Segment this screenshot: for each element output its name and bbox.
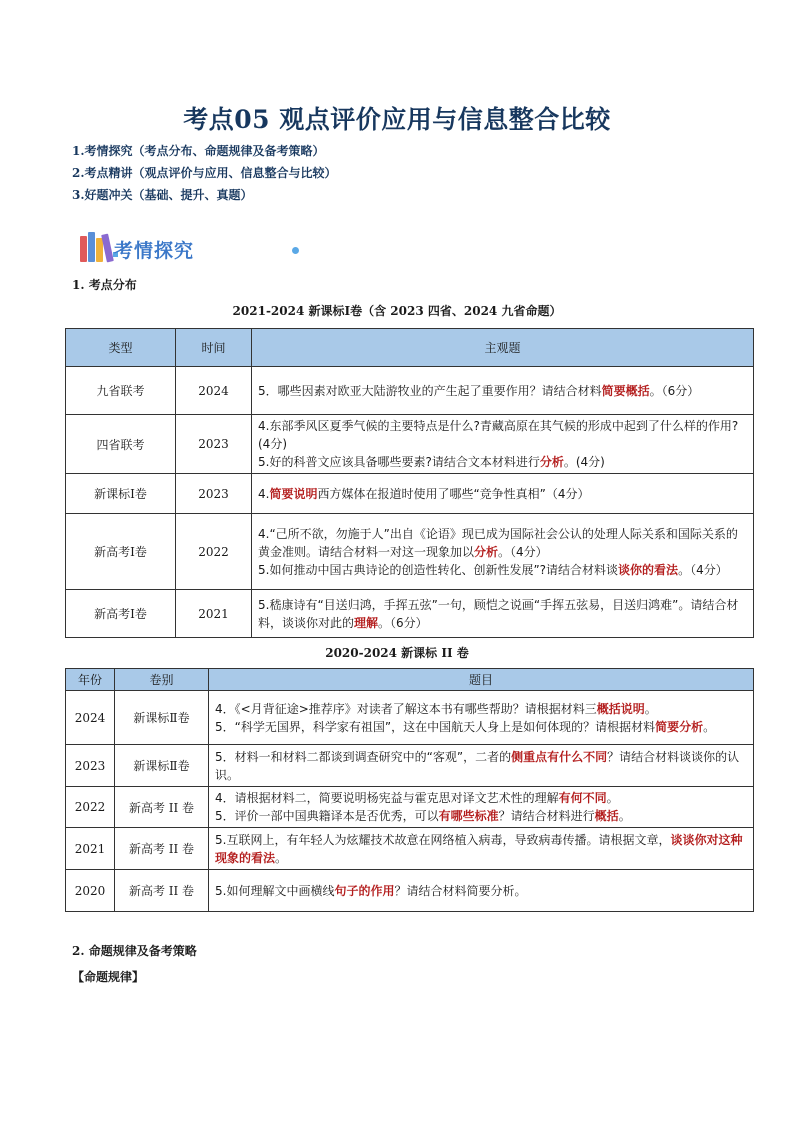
highlight-text: 简要分析 bbox=[655, 719, 704, 734]
question-text: 西方媒体在报道时使用了哪些“竞争性真相”（4分） bbox=[317, 486, 590, 501]
question-cell bbox=[209, 787, 754, 828]
highlight-text: 理解 bbox=[354, 615, 379, 630]
year-cell: 2021 bbox=[66, 828, 115, 870]
toc-item: 1.考情探究（考点分布、命题规律及备考策略） bbox=[72, 144, 325, 158]
question-line bbox=[215, 882, 747, 900]
question-line bbox=[215, 807, 747, 825]
question-text: 。(4分) bbox=[563, 455, 605, 469]
column-header: 年份 bbox=[66, 669, 115, 691]
question-cell bbox=[209, 870, 754, 912]
question-line bbox=[258, 382, 747, 400]
highlight-text: 简要说明 bbox=[269, 486, 318, 501]
year-cell: 2024 bbox=[176, 367, 252, 415]
year-cell: 2021 bbox=[176, 590, 252, 638]
question-cell bbox=[252, 474, 754, 514]
question-line bbox=[215, 700, 747, 718]
question-cell bbox=[209, 828, 754, 870]
table-of-contents bbox=[72, 140, 337, 206]
question-text: 5.如何理解文中画横线 bbox=[215, 883, 335, 898]
books-icon bbox=[78, 232, 112, 264]
question-line bbox=[258, 561, 747, 579]
year-cell: 2023 bbox=[66, 745, 115, 787]
year-cell: 2020 bbox=[66, 870, 115, 912]
question-text: 5.好的科普文应该具备哪些要素?请结合文本材料进行 bbox=[258, 455, 540, 469]
question-text: 5．材料一和材料二都谈到调查研究中的“客观”，二者的 bbox=[215, 749, 512, 764]
question-text: ？请结合材料进行 bbox=[498, 809, 595, 823]
question-text: 。（6分） bbox=[378, 615, 428, 630]
year-cell: 2022 bbox=[66, 787, 115, 828]
question-text: 4.“己所不欲，勿施于人”出自《论语》现已成为国际社会公认的处理人际关系和国际关系的黄金准则。请结合材料一对这一现象加以 bbox=[258, 526, 738, 559]
page-title: 考点05 观点评价应用与信息整合比较 bbox=[183, 105, 611, 134]
question-text: 。 bbox=[275, 850, 288, 865]
type-cell: 新高考Ⅰ卷 bbox=[66, 590, 176, 638]
type-cell: 四省联考 bbox=[66, 415, 176, 474]
highlight-text: 概括 bbox=[594, 809, 619, 823]
table-row bbox=[66, 787, 754, 828]
column-header: 卷别 bbox=[115, 669, 209, 691]
question-text: 。（4分） bbox=[678, 562, 728, 577]
paper-cell: 新高考 II 卷 bbox=[115, 828, 209, 870]
sub-heading: 【命题规律】 bbox=[72, 970, 145, 984]
column-header: 时间 bbox=[176, 329, 252, 367]
question-text: ？请结合材料简要分析。 bbox=[394, 883, 527, 898]
column-header: 类型 bbox=[66, 329, 176, 367]
highlight-text: 简要概括 bbox=[601, 383, 650, 398]
toc-item: 3.好题冲关（基础、提升、真题） bbox=[72, 188, 253, 202]
question-cell bbox=[209, 691, 754, 745]
question-text: 。（4分） bbox=[498, 544, 548, 559]
year-cell: 2022 bbox=[176, 514, 252, 590]
question-line bbox=[258, 596, 747, 632]
question-cell bbox=[252, 514, 754, 590]
year-cell: 2024 bbox=[66, 691, 115, 745]
table-caption: 2020-2024 新课标 II 卷 bbox=[325, 646, 469, 660]
question-text: ？请结合材料谈谈你的认识。 bbox=[215, 749, 740, 782]
table-caption: 2021-2024 新课标Ⅰ卷（含 2023 四省、2024 九省命题） bbox=[232, 304, 562, 318]
table-row bbox=[66, 828, 754, 870]
type-cell: 新课标Ⅰ卷 bbox=[66, 474, 176, 514]
year-cell: 2023 bbox=[176, 415, 252, 474]
question-text: 5.如何推动中国古典诗论的创造性转化、创新性发展”?请结合材料谈 bbox=[258, 562, 619, 577]
question-text: 。 bbox=[618, 809, 631, 823]
highlight-text: 分析 bbox=[474, 544, 499, 559]
column-header: 题目 bbox=[209, 669, 754, 691]
question-cell bbox=[252, 590, 754, 638]
question-line bbox=[258, 485, 747, 503]
question-line bbox=[258, 453, 747, 471]
highlight-text: 分析 bbox=[539, 455, 564, 469]
question-line bbox=[258, 525, 747, 561]
distribution-table-2 bbox=[65, 668, 754, 912]
highlight-text: 概括说明 bbox=[596, 701, 645, 716]
question-cell bbox=[252, 415, 754, 474]
question-text: 4. bbox=[258, 486, 270, 501]
question-text: 5．“科学无国界，科学家有祖国”，这在中国航天人身上是如何体现的？请根据材料 bbox=[215, 719, 656, 734]
question-text: 5．评价一部中国典籍译本是否优秀，可以 bbox=[215, 809, 439, 823]
table-row bbox=[66, 367, 754, 415]
question-line bbox=[215, 831, 747, 867]
question-text: 5.嵇康诗有“目送归鸿，手挥五弦”一句，顾恺之说画“手挥五弦易，目送归鸿难”。请结合材料，谈谈你对此的 bbox=[258, 597, 739, 630]
question-text: 4．请根据材料二，简要说明杨宪益与霍克思对译文艺术性的理解 bbox=[215, 791, 559, 805]
question-line bbox=[215, 789, 747, 807]
question-text: 。（6分） bbox=[649, 383, 700, 398]
question-line bbox=[258, 417, 747, 453]
type-cell: 九省联考 bbox=[66, 367, 176, 415]
table-row bbox=[66, 870, 754, 912]
dot-icon bbox=[292, 247, 299, 254]
question-cell bbox=[252, 367, 754, 415]
paper-cell: 新高考 II 卷 bbox=[115, 787, 209, 828]
question-text: 4．《<月背征途>推荐序》对读者了解这本书有哪些帮助？请根据材料三 bbox=[215, 701, 597, 716]
table-row bbox=[66, 590, 754, 638]
highlight-text: 句子的作用 bbox=[334, 883, 395, 898]
section-heading: 2. 命题规律及备考策略 bbox=[72, 944, 197, 958]
banner-label: 考情探究 bbox=[114, 240, 195, 262]
question-line bbox=[215, 748, 747, 784]
table-row bbox=[66, 745, 754, 787]
highlight-text: 谈你的看法 bbox=[618, 562, 679, 577]
distribution-table-1 bbox=[65, 328, 754, 638]
question-line bbox=[215, 718, 747, 736]
table-row bbox=[66, 474, 754, 514]
paper-cell: 新高考 II 卷 bbox=[115, 870, 209, 912]
section-heading: 1. 考点分布 bbox=[72, 278, 137, 292]
question-text: 。 bbox=[606, 791, 619, 805]
question-text: 4.东部季风区夏季气候的主要特点是什么?青藏高原在其气候的形成中起到了什么样的作用?(4分) bbox=[258, 419, 739, 451]
table-row bbox=[66, 691, 754, 745]
question-text: 5.互联网上，有年轻人为炫耀技术故意在网络植入病毒，导致病毒传播。请根据文章， bbox=[215, 832, 671, 847]
highlight-text: 侧重点有什么不同 bbox=[511, 749, 608, 764]
question-text: 。 bbox=[703, 719, 716, 734]
table-row bbox=[66, 514, 754, 590]
highlight-text: 有哪些标准 bbox=[438, 809, 499, 823]
question-text: 。 bbox=[644, 701, 657, 716]
column-header: 主观题 bbox=[252, 329, 754, 367]
type-cell: 新高考Ⅰ卷 bbox=[66, 514, 176, 590]
question-text: 5．哪些因素对欧亚大陆游牧业的产生起了重要作用？请结合材料 bbox=[258, 383, 602, 398]
question-cell bbox=[209, 745, 754, 787]
year-cell: 2023 bbox=[176, 474, 252, 514]
paper-cell: 新课标Ⅱ卷 bbox=[115, 691, 209, 745]
paper-cell: 新课标Ⅱ卷 bbox=[115, 745, 209, 787]
highlight-text: 有何不同 bbox=[558, 791, 607, 805]
table-row bbox=[66, 415, 754, 474]
highlight-text: 谈谈你对这种现象的看法 bbox=[215, 832, 743, 865]
toc-item: 2.考点精讲（观点评价与应用、信息整合与比较） bbox=[72, 166, 337, 180]
section-banner bbox=[78, 232, 248, 264]
